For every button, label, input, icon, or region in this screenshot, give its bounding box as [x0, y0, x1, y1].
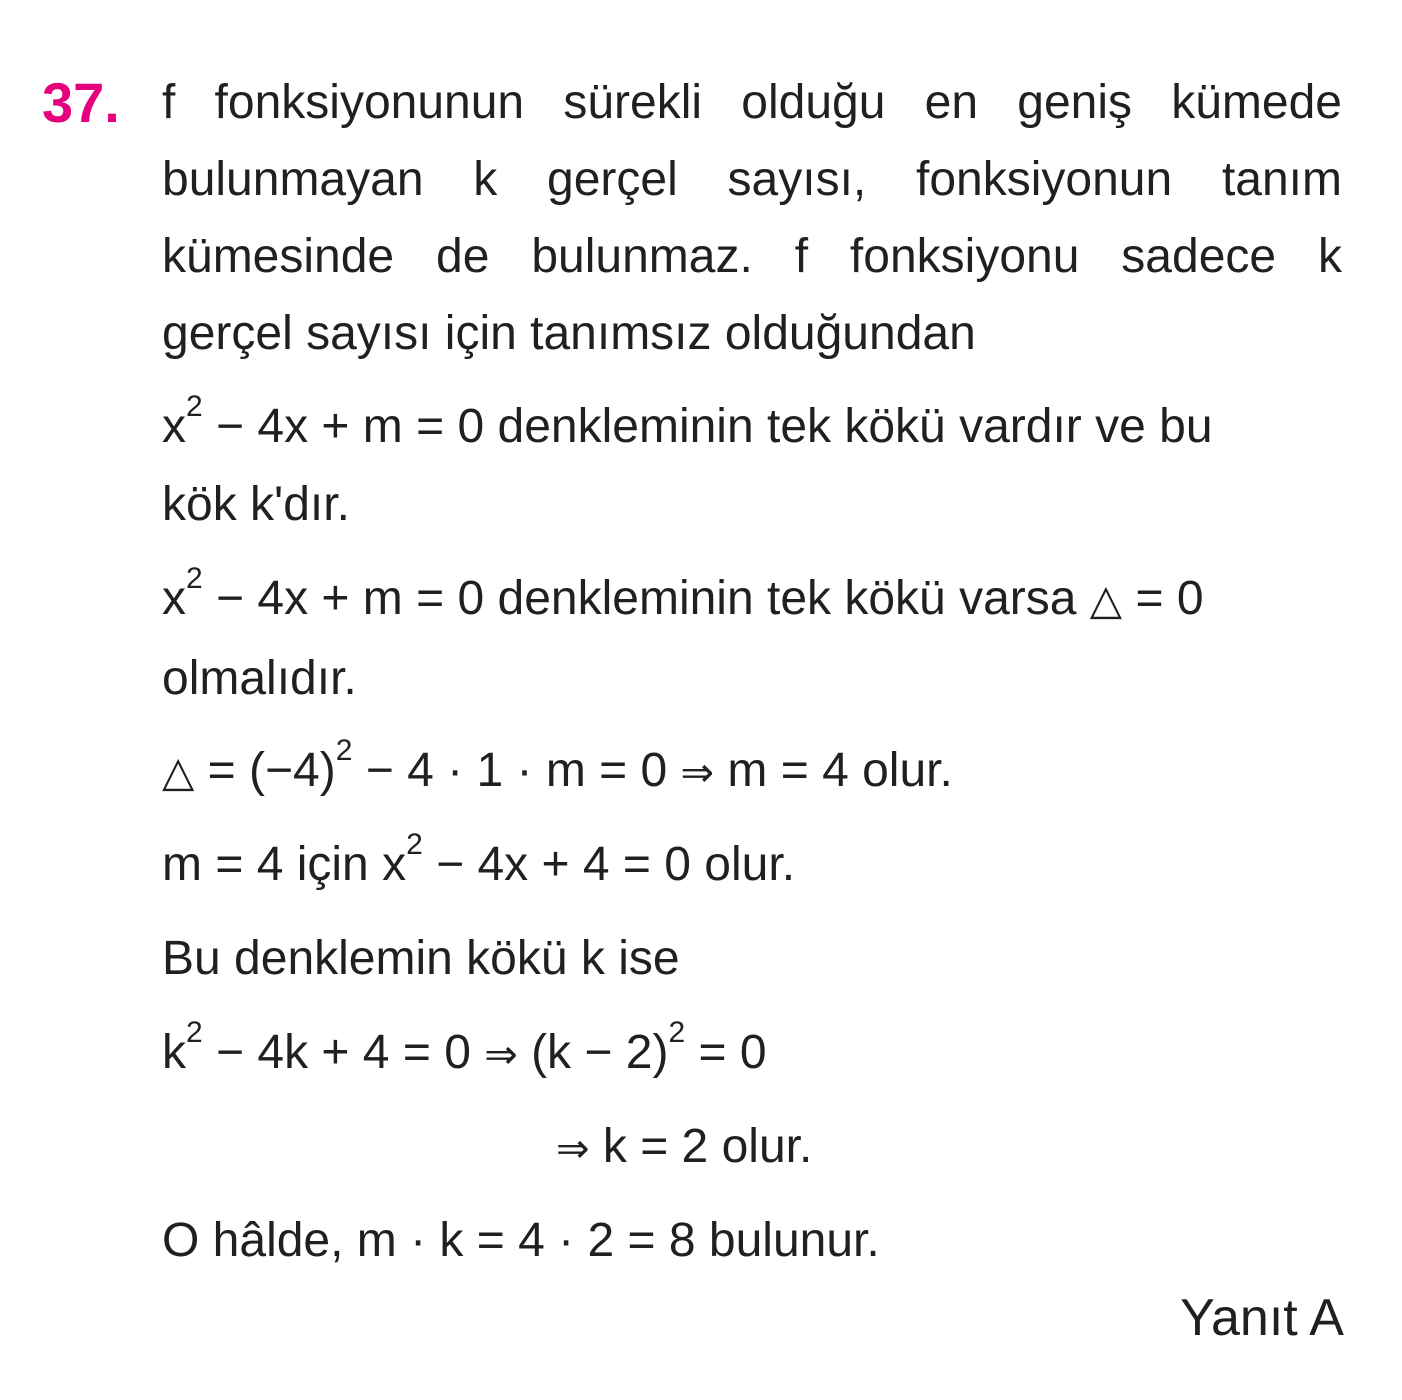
equation-line-1-cont: kök k'dır.: [162, 478, 350, 531]
paragraph-line-3: kümesinde de bulunmaz. f fonksiyonu sadece k: [162, 230, 1342, 283]
sub-part-a: m = 4 için x: [162, 838, 407, 891]
eq1-rest: − 4x + m = 0 denkleminin tek kökü vardır ve bu: [202, 400, 1213, 453]
disc-exponent: 2: [335, 734, 353, 767]
delta-symbol: △: [1089, 575, 1123, 624]
conclusion-line: O hâlde, m · k = 4 · 2 = 8 bulunur.: [162, 1214, 880, 1267]
equation-line-2-cont: olmalıdır.: [162, 652, 357, 705]
root-result-text: k = 2 olur.: [589, 1120, 813, 1173]
root-part-b: − 4k + 4 = 0: [202, 1026, 485, 1079]
implies-arrow: ⇒: [680, 750, 715, 796]
sub-part-b: − 4x + 4 = 0 olur.: [422, 838, 796, 891]
eq2-rest: − 4x + m = 0 denkleminin tek kökü varsa: [202, 572, 1090, 625]
eq2-exponent: 2: [186, 562, 203, 595]
root-part-d: = 0: [685, 1026, 767, 1079]
implies-arrow: ⇒: [484, 1032, 518, 1078]
paragraph-line-4: gerçel sayısı için tanımsız olduğundan: [162, 307, 976, 360]
eq2-base: x: [162, 572, 186, 625]
paragraph-line-2: bulunmayan k gerçel sayısı, fonksiyonun tanım: [162, 153, 1342, 206]
root-exponent-1: 2: [186, 1016, 203, 1049]
disc-part-b: − 4 · 1 · m = 0: [352, 744, 681, 797]
delta-symbol: △: [162, 747, 195, 796]
substitution-line: [162, 828, 1342, 894]
discriminant-line: [162, 734, 1342, 800]
root-exponent-2: 2: [668, 1016, 686, 1049]
root-result-line: [556, 1118, 1156, 1176]
disc-part-a: = (−4): [194, 744, 336, 797]
paragraph-line-1: f fonksiyonunun sürekli olduğu en geniş kümede: [162, 76, 1342, 129]
equation-line-2: [162, 562, 1342, 628]
root-equation-line: [162, 1016, 1342, 1082]
disc-part-c: m = 4 olur.: [714, 744, 953, 797]
question-number: 37.: [42, 71, 120, 134]
eq2-tail: = 0: [1122, 572, 1204, 625]
root-part-c: (k − 2): [517, 1026, 669, 1079]
eq1-exponent: 2: [186, 390, 203, 423]
implies-arrow: ⇒: [556, 1126, 590, 1172]
sub-exponent: 2: [406, 828, 423, 861]
root-intro-line: Bu denklemin kökü k ise: [162, 932, 680, 985]
eq1-base: x: [162, 400, 186, 453]
equation-line-1: [162, 390, 1342, 456]
root-part-a: k: [162, 1026, 186, 1079]
answer-label: Yanıt A: [1180, 1289, 1344, 1347]
